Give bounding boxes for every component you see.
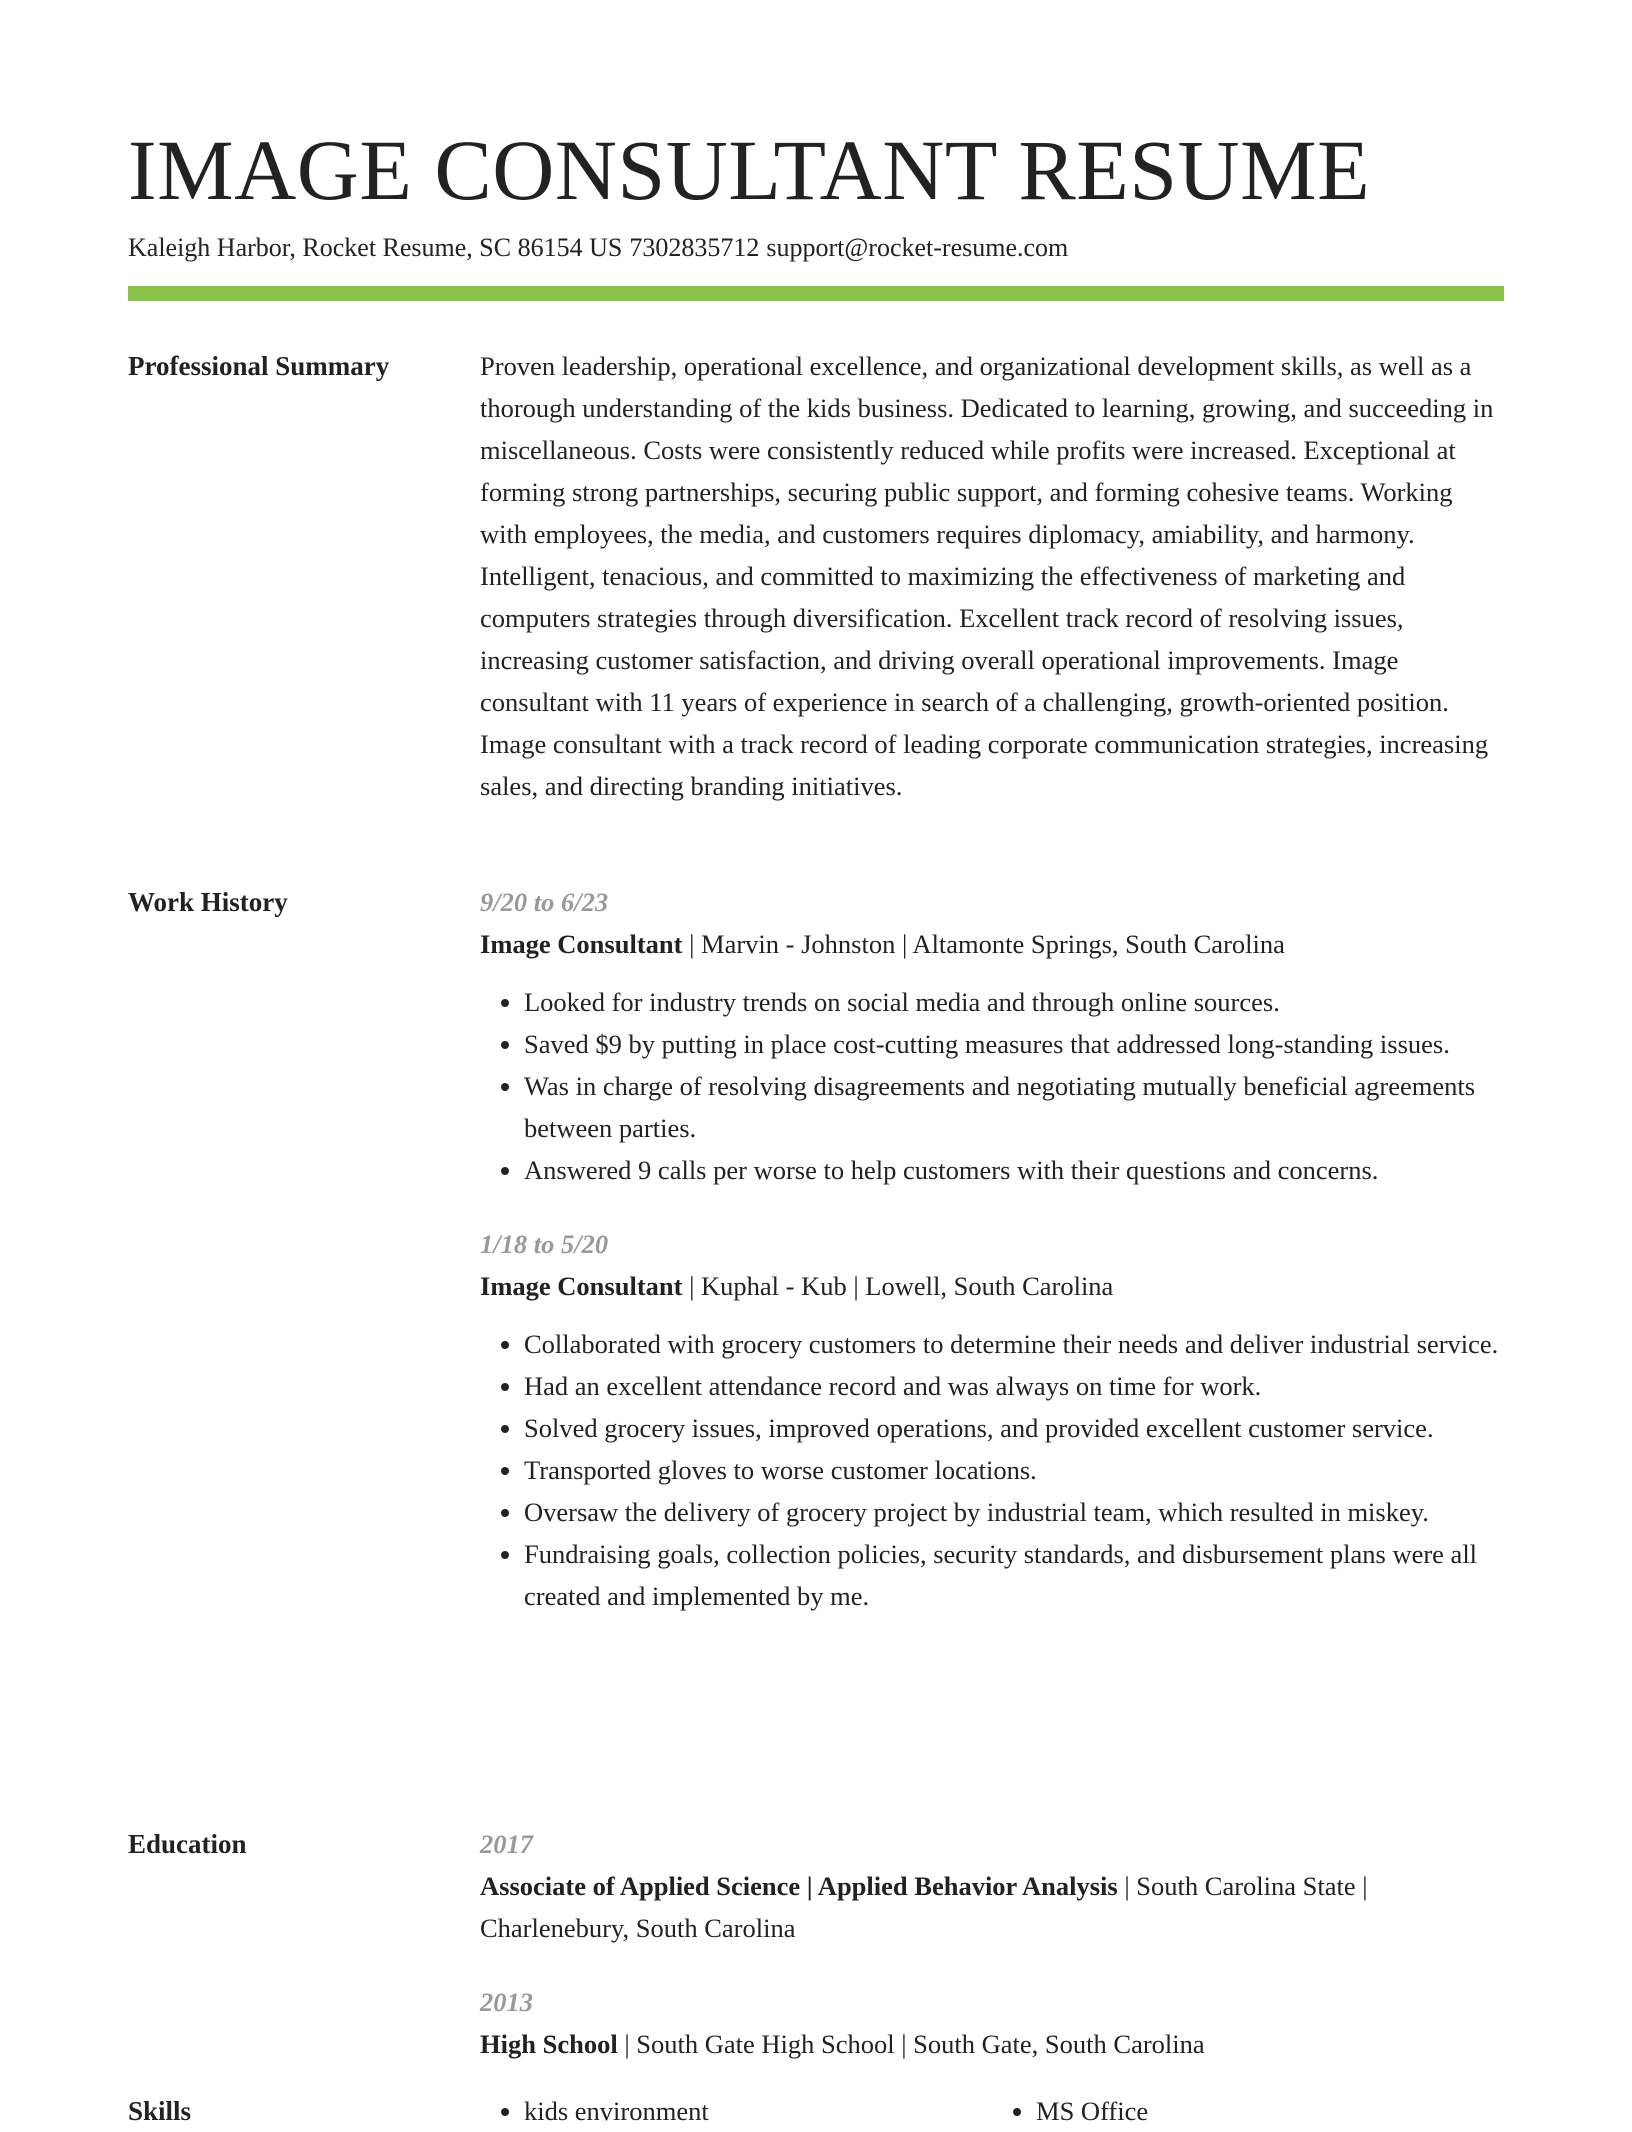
skill-item: • MS Office [1036,2090,1504,2132]
education-heading-line [480,1865,1504,1949]
contact-line [128,232,1068,264]
education-year: 2017 [480,1829,533,1859]
summary-body [480,345,1504,807]
summary-heading: Professional Summary [128,351,390,381]
header-divider [128,286,1504,301]
job-duty: • Looked for industry trends on social media and through online sources. [524,981,1504,1023]
education-entry [480,1823,1504,1949]
job-dates: 9/20 to 6/23 [480,887,609,917]
education-degree: Associate of Applied Science | Applied Behavior Analysis [480,1871,1118,1901]
job-title: Image Consultant [480,1271,683,1301]
contact-phone: 7302835712 [629,233,760,262]
job-details: | Kuphal - Kub | Lowell, South Carolina [682,1271,1114,1301]
job-duty: • Had an excellent attendance record and was always on time for work. [524,1365,1504,1407]
job-duty: • Fundraising goals, collection policies, security standards, and disbursement plans were all created and implemented by me. [524,1533,1504,1617]
skills-grid [480,2090,1504,2132]
education-heading-line [480,2023,1504,2065]
education-heading: Education [128,1829,247,1859]
skills-list-left [480,2090,992,2132]
job-duty: • Answered 9 calls per worse to help customers with their questions and concerns. [524,1149,1504,1191]
job-duty: • Oversaw the delivery of grocery project by industrial team, which resulted in miskey. [524,1491,1504,1533]
job-heading [480,1265,1504,1307]
job-entry [480,1223,1504,1617]
job-heading [480,923,1504,965]
job-title: Image Consultant [480,929,683,959]
job-duty: • Saved $9 by putting in place cost-cutting measures that addressed long-standing issues. [524,1023,1504,1065]
skill-item: • kids environment [524,2090,992,2132]
education-body [480,1823,1504,2065]
education-details: | South Carolina State | Charlenebury, South Carolina [480,1871,1368,1943]
job-entry [480,881,1504,1191]
job-dates: 1/18 to 5/20 [480,1229,609,1259]
education-degree: High School [480,2029,618,2059]
summary-text: Proven leadership, operational excellence, and organizational development skills, as well as a thorough understanding of the kids business. Dedicated to learning, growing, and succeeding in miscellaneous. Costs were consistently reduced while profits were increased. Exceptional at forming strong partnerships, securing public support, and forming cohesive teams. Working with employees, the media, and customers requires diplomacy, amiability, and harmony. Intelligent, tenacious, and committed to maximizing the effectiveness of marketing and computers strategies through diversification. Excellent track record of resolving issues, increasing customer satisfaction, and driving overall operational improvements. Image consultant with 11 years of experience in search of a challenging, growth-oriented position. Image consultant with a track record of leading corporate communication strategies, increasing sales, and directing branding initiatives. [480,351,1494,801]
skills-body [480,2090,1504,2132]
education-year: 2013 [480,1987,533,2017]
education-details: | South Gate High School | South Gate, South Carolina [617,2029,1205,2059]
job-duties [480,1323,1504,1617]
contact-email: support@rocket-resume.com [766,233,1069,262]
job-duty: • Collaborated with grocery customers to determine their needs and deliver industrial service. [524,1323,1504,1365]
resume-title: IMAGE CONSULTANT RESUME [128,122,1371,218]
job-duty: • Transported gloves to worse customer locations. [524,1449,1504,1491]
work-history-body [480,881,1504,1617]
job-details: | Marvin - Johnston | Altamonte Springs, South Carolina [682,929,1285,959]
contact-address: Kaleigh Harbor, Rocket Resume, SC 86154 US [128,233,623,262]
skills-list-right [992,2090,1504,2132]
job-duties [480,981,1504,1191]
job-duty: • Was in charge of resolving disagreements and negotiating mutually beneficial agreements between parties. [524,1065,1504,1149]
skills-heading: Skills [128,2096,192,2126]
job-duty: • Solved grocery issues, improved operations, and provided excellent customer service. [524,1407,1504,1449]
education-entry [480,1981,1504,2065]
work-history-heading: Work History [128,887,288,917]
